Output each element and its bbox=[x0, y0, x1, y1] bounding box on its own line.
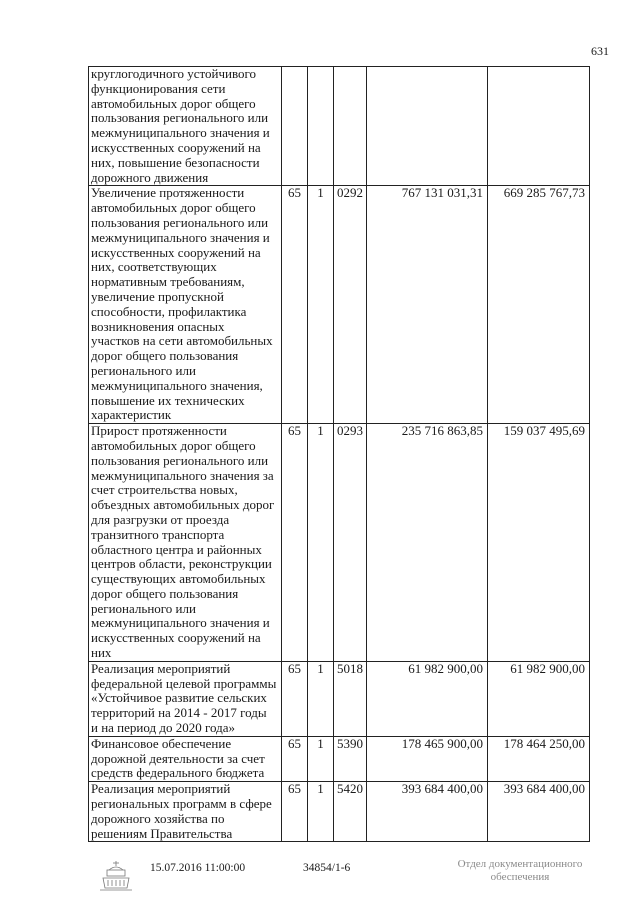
description-line: характеристик bbox=[91, 407, 172, 423]
description-line: дорожного хозяйства по bbox=[91, 810, 225, 826]
executed-amount: 61 982 900,00 bbox=[488, 661, 590, 736]
description-line: Финансовое обеспечение bbox=[91, 736, 232, 751]
subsection-code: 5420 bbox=[334, 782, 367, 842]
description-line: межмуниципального значения за bbox=[91, 467, 274, 483]
department-stamp bbox=[445, 858, 595, 884]
description-line: центров области, реконструкции bbox=[91, 556, 272, 572]
description-line: решениям Правительства bbox=[91, 825, 233, 841]
description-line: искусственных сооружений на bbox=[91, 244, 261, 260]
ministry-code: 65 bbox=[282, 424, 308, 662]
description-line: Прирост протяженности bbox=[91, 423, 227, 439]
description-line: территорий на 2014 - 2017 годы bbox=[91, 705, 267, 721]
description-line: автомобильных дорог общего bbox=[91, 437, 256, 453]
approved-amount: 178 465 900,00 bbox=[367, 736, 488, 781]
footer bbox=[0, 858, 640, 898]
section-code bbox=[308, 67, 334, 186]
approved-amount: 393 684 400,00 bbox=[367, 782, 488, 842]
description-line: участков на сети автомобильных bbox=[91, 333, 273, 349]
subsection-code: 5018 bbox=[334, 661, 367, 736]
description-line: искусственных сооружений на bbox=[91, 630, 261, 646]
row-description bbox=[89, 186, 282, 424]
executed-amount: 393 684 400,00 bbox=[488, 782, 590, 842]
description-line: них, соответствующих bbox=[91, 259, 217, 275]
description-line: дорожной деятельности за счет bbox=[91, 750, 265, 766]
description-line: функционирования сети bbox=[91, 80, 226, 96]
description-line: увеличение пропускной bbox=[91, 288, 224, 304]
description-line: автомобильных дорог общего bbox=[91, 95, 256, 111]
description-line: областного центра и районных bbox=[91, 541, 262, 557]
description-line: счет строительства новых, bbox=[91, 482, 238, 498]
page-number: 631 bbox=[591, 44, 609, 58]
row-description bbox=[89, 67, 282, 186]
description-line: существующих автомобильных bbox=[91, 571, 266, 587]
footer-date: 15.07.2016 11:00:00 bbox=[150, 862, 246, 874]
executed-amount: 669 285 767,73 bbox=[488, 186, 590, 424]
section-code: 1 bbox=[308, 736, 334, 781]
description-line: нормативным требованиям, bbox=[91, 274, 245, 290]
description-line: возникновения опасных bbox=[91, 318, 225, 334]
description-line: Реализация мероприятий bbox=[91, 781, 231, 797]
section-code: 1 bbox=[308, 186, 334, 424]
description-line: пользования регионального или bbox=[91, 110, 269, 126]
description-line: регионального или bbox=[91, 362, 196, 378]
description-line: межмуниципального значения и bbox=[91, 615, 270, 631]
description-line: дорог общего пользования bbox=[91, 348, 239, 364]
description-line: них, повышение безопасности bbox=[91, 154, 260, 170]
description-line: для разгрузки от проезда bbox=[91, 511, 230, 527]
description-line: них bbox=[91, 645, 112, 661]
description-line: дорог общего пользования bbox=[91, 585, 239, 601]
description-line: межмуниципального значения и bbox=[91, 125, 270, 141]
subsection-code bbox=[334, 67, 367, 186]
ministry-code: 65 bbox=[282, 736, 308, 781]
emblem-icon bbox=[97, 858, 135, 892]
table-row bbox=[89, 424, 590, 662]
description-line: «Устойчивое развитие сельских bbox=[91, 690, 267, 706]
description-line: Реализация мероприятий bbox=[91, 661, 231, 676]
ministry-code bbox=[282, 67, 308, 186]
table-row bbox=[89, 186, 590, 424]
table-row bbox=[89, 736, 590, 781]
ministry-code: 65 bbox=[282, 661, 308, 736]
subsection-code: 0292 bbox=[334, 186, 367, 424]
description-line: автомобильных дорог общего bbox=[91, 200, 256, 216]
section-code: 1 bbox=[308, 424, 334, 662]
description-line: федеральной целевой программы bbox=[91, 675, 277, 691]
executed-amount bbox=[488, 67, 590, 186]
description-line: способности, профилактика bbox=[91, 303, 247, 319]
ministry-code: 65 bbox=[282, 782, 308, 842]
section-code: 1 bbox=[308, 661, 334, 736]
description-line: повышение их технических bbox=[91, 392, 245, 408]
department-line-1: Отдел документационного bbox=[457, 858, 583, 870]
description-line: Увеличение протяженности bbox=[91, 185, 245, 201]
department-line-2: обеспечения bbox=[490, 871, 550, 883]
description-line: межмуниципального значения, bbox=[91, 377, 263, 393]
approved-amount: 235 716 863,85 bbox=[367, 424, 488, 662]
description-line: межмуниципального значения и bbox=[91, 229, 270, 245]
executed-amount: 159 037 495,69 bbox=[488, 424, 590, 662]
approved-amount bbox=[367, 67, 488, 186]
executed-amount: 178 464 250,00 bbox=[488, 736, 590, 781]
description-line: транзитного транспорта bbox=[91, 526, 225, 542]
approved-amount: 61 982 900,00 bbox=[367, 661, 488, 736]
row-description bbox=[89, 736, 282, 781]
description-line: пользования регионального или bbox=[91, 214, 269, 230]
description-line: объездных автомобильных дорог bbox=[91, 497, 275, 513]
budget-table bbox=[88, 66, 590, 842]
description-line: круглогодичного устойчивого bbox=[91, 66, 257, 81]
subsection-code: 0293 bbox=[334, 424, 367, 662]
description-line: регионального или bbox=[91, 600, 196, 616]
description-line: средств федерального бюджета bbox=[91, 765, 265, 781]
section-code: 1 bbox=[308, 782, 334, 842]
row-description bbox=[89, 424, 282, 662]
table-row bbox=[89, 782, 590, 842]
row-description bbox=[89, 782, 282, 842]
table-row bbox=[89, 661, 590, 736]
ministry-code: 65 bbox=[282, 186, 308, 424]
description-line: искусственных сооружений на bbox=[91, 139, 261, 155]
row-description bbox=[89, 661, 282, 736]
description-line: региональных программ в сфере bbox=[91, 796, 272, 812]
description-line: дорожного движения bbox=[91, 169, 209, 185]
table-row bbox=[89, 67, 590, 186]
description-line: пользования регионального или bbox=[91, 452, 269, 468]
description-line: и на период до 2020 года» bbox=[91, 720, 235, 736]
approved-amount: 767 131 031,31 bbox=[367, 186, 488, 424]
footer-doc-number: 34854/1-6 bbox=[303, 862, 351, 874]
subsection-code: 5390 bbox=[334, 736, 367, 781]
